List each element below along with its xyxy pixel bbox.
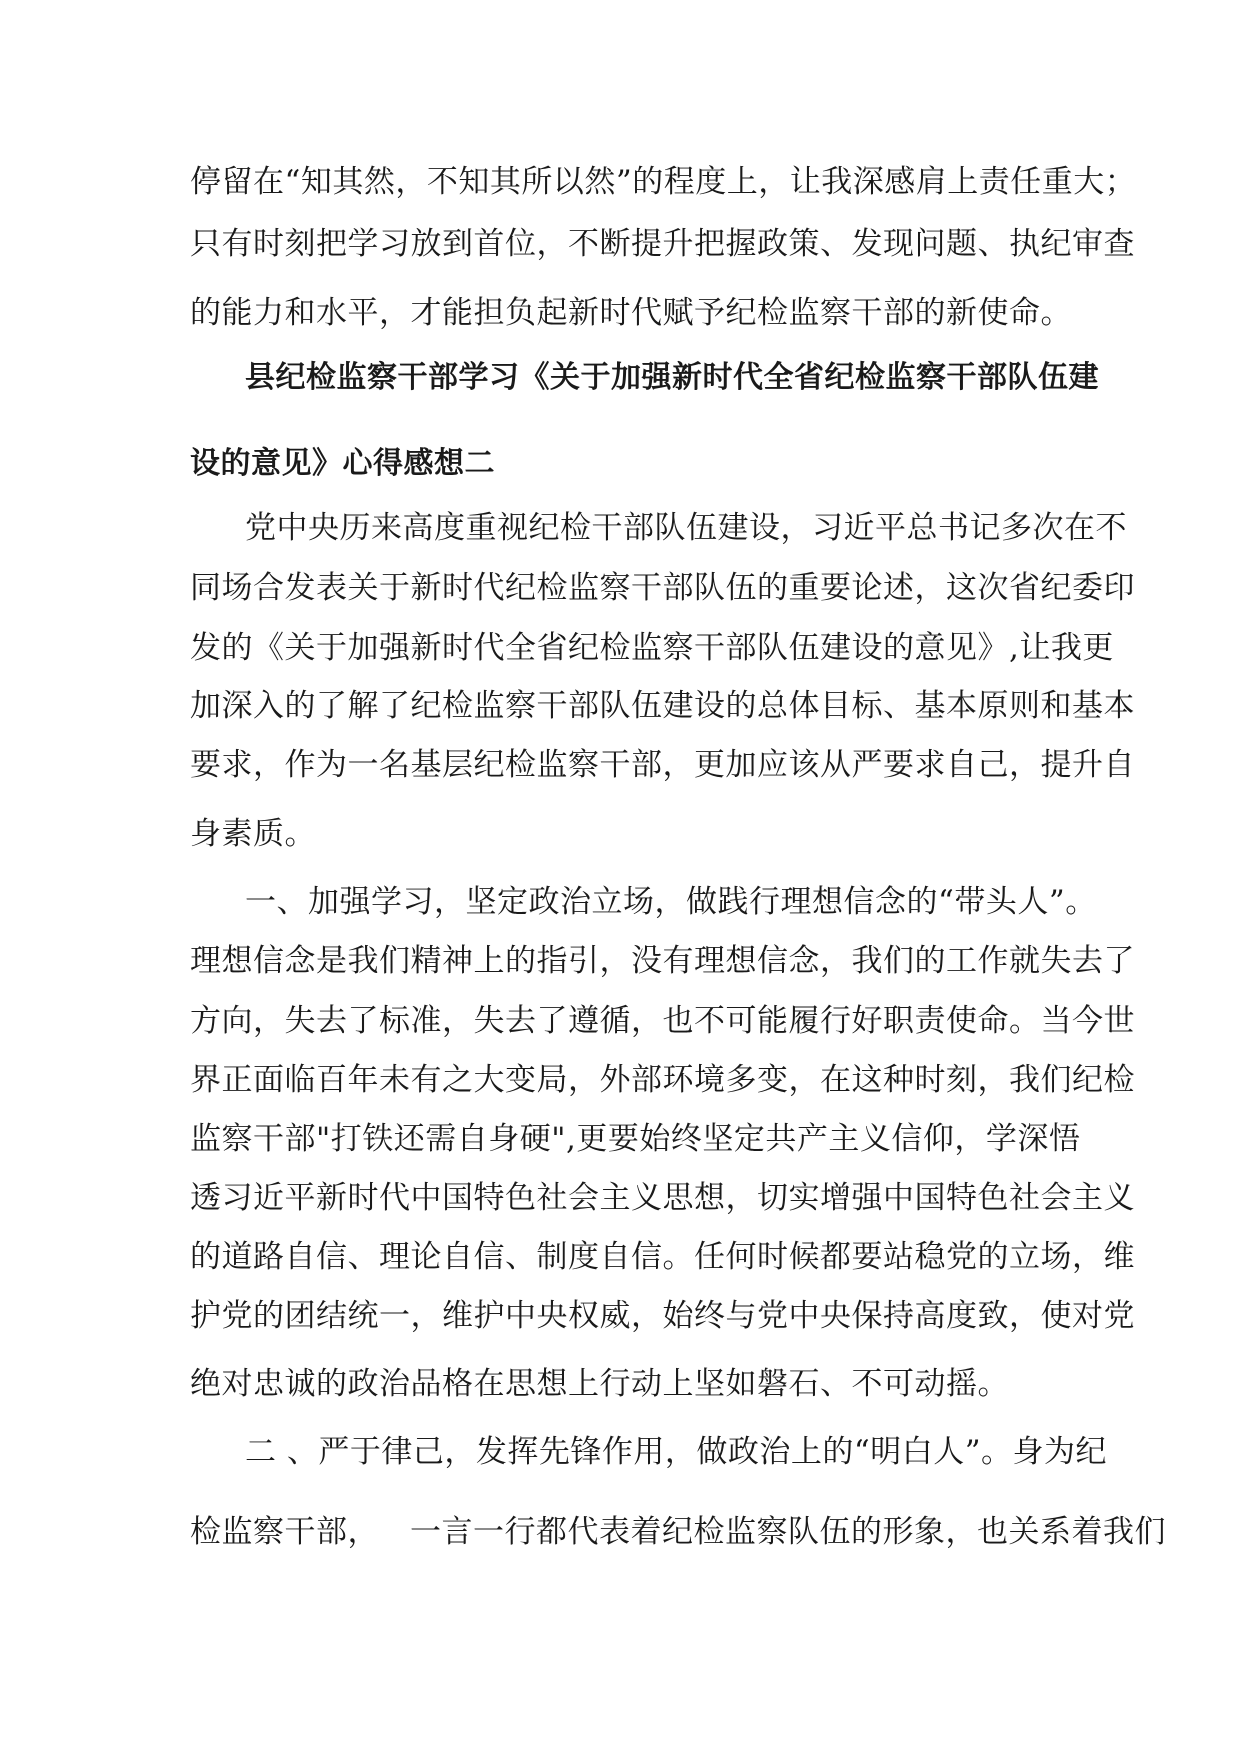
intro-line-1: 停留在“知其然，不知其所以然”的程度上，让我深感肩上责任重大； [190, 164, 1137, 200]
paragraph-1-line-2: 同场合发表关于新时代纪检监察干部队伍的重要论述，这次省纪委印 [190, 570, 1135, 606]
paragraph-2-line-3: 方向，失去了标准，失去了遵循，也不可能履行好职责使命。当今世 [190, 1003, 1135, 1039]
paragraph-3-line-1: 二 、严于律己，发挥先锋作用，做政治上的“明白人”。身为纪 [245, 1434, 1108, 1470]
intro-line-3: 的能力和水平，才能担负起新时代赋予纪检监察干部的新使命。 [190, 295, 1072, 331]
paragraph-2-line-7: 的道路自信、理论自信、制度自信。任何时候都要站稳党的立场，维 [190, 1239, 1135, 1275]
paragraph-2-line-2: 理想信念是我们精神上的指引，没有理想信念，我们的工作就失去了 [190, 943, 1135, 979]
paragraph-1-line-3: 发的《关于加强新时代全省纪检监察干部队伍建设的意见》,让我更 [190, 630, 1114, 666]
paragraph-2-line-4: 界正面临百年未有之大变局，外部环境多变，在这种时刻，我们纪检 [190, 1062, 1135, 1098]
paragraph-1-line-6: 身素质。 [190, 816, 316, 852]
article-title-line-1: 县纪检监察干部学习《关于加强新时代全省纪检监察干部队伍建 [245, 360, 1099, 395]
paragraph-2-line-1: 一、加强学习，坚定政治立场，做践行理想信念的“带头人”。 [245, 884, 1097, 920]
paragraph-2-line-6: 透习近平新时代中国特色社会主义思想，切实增强中国特色社会主义 [190, 1180, 1135, 1216]
paragraph-1-line-1: 党中央历来高度重视纪检干部队伍建设，习近平总书记多次在不 [245, 510, 1127, 546]
paragraph-2-line-9: 绝对忠诚的政治品格在思想上行动上坚如磐石、不可动摇。 [190, 1366, 1009, 1402]
paragraph-1-line-4: 加深入的了解了纪检监察干部队伍建设的总体目标、基本原则和基本 [190, 688, 1135, 724]
intro-line-2: 只有时刻把学习放到首位，不断提升把握政策、发现问题、执纪审查 [190, 226, 1135, 262]
paragraph-3-line-2: 检监察干部， 一言一行都代表着纪检监察队伍的形象，也关系着我们 [190, 1514, 1167, 1550]
article-title-line-2: 设的意见》心得感想二 [190, 446, 495, 481]
paragraph-2-line-5: 监察干部"打铁还需自身硬",更要始终坚定共产主义信仰，学深悟 [190, 1121, 1081, 1157]
paragraph-1-line-5: 要求，作为一名基层纪检监察干部，更加应该从严要求自己，提升自 [190, 747, 1135, 783]
paragraph-2-line-8: 护党的团结统一，维护中央权威，始终与党中央保持高度致，使对党 [190, 1298, 1135, 1334]
